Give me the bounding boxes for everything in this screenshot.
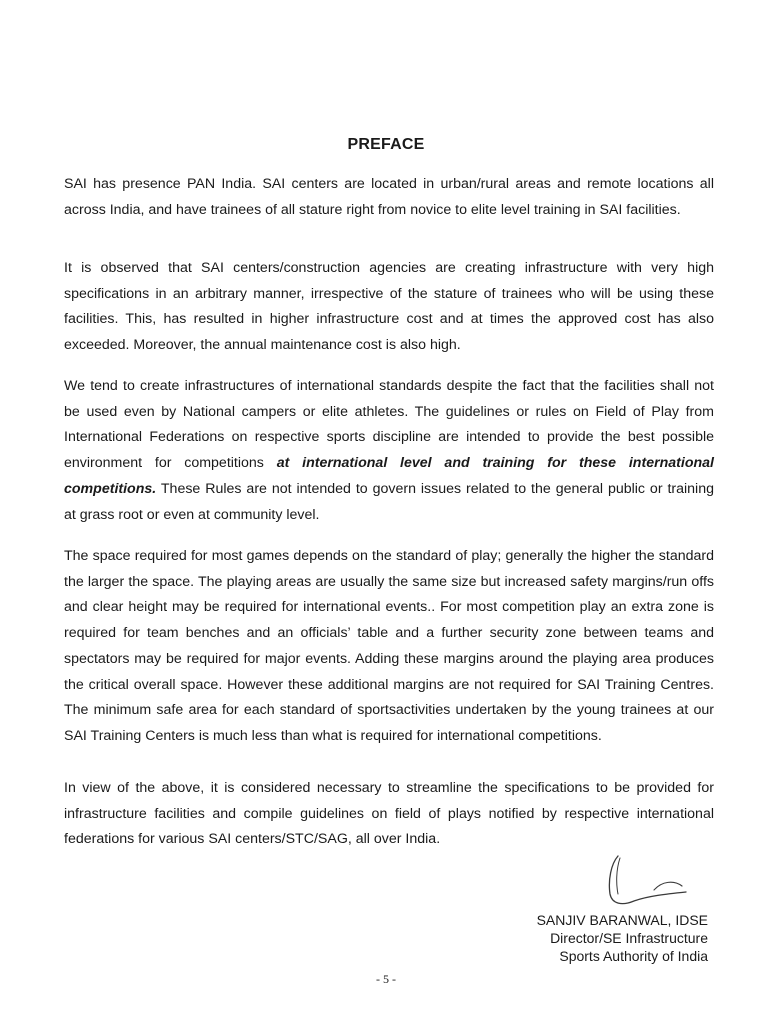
page-number: - 5 - (376, 972, 396, 986)
paragraph-text: SAI has presence PAN India. SAI centers are located in urban/rural areas and remote locations all across India, and have trainees of all stature right from novice to elite level training in SAI facilities. (64, 176, 714, 218)
signature-block (448, 911, 708, 965)
signatory-designation: Director/SE Infrastructure (550, 930, 708, 946)
signatory-name: SANJIV BARANWAL, IDSE (536, 912, 708, 928)
paragraph-space-requirements (64, 544, 714, 750)
emphasized-text: at international level and training for these international competitions. (64, 455, 714, 497)
paragraph-text: The space required for most games depends on the standard of play; generally the higher the standard the larger the space. The playing areas are usually the same size but increased safety margins/run offs and clear height may be required for international events.. For most competition play an extra zone is required for team benches and an officials’ table and a further security zone between teams and spectators may be required for major events. Adding these margins around the playing area produces the critical overall space. However these additional margins are not required for SAI Training Centres. The minimum safe area for each standard of sportsactivities undertaken by the young trainees at our SAI Training Centers is much less than what is required for international competitions. (64, 548, 714, 744)
paragraph-text-part: These Rules are not intended to govern issues related to the general public or training at grass root or even at community level. (64, 480, 714, 523)
signatory-organization: Sports Authority of India (559, 948, 708, 964)
paragraph-text: It is observed that SAI centers/construction agencies are creating infrastructure with very high specifications in an arbitrary manner, irrespective of the stature of trainees who will be using these facilities. This, has resulted in higher infrastructure cost and at times the approved cost has also exceeded. Moreover, the annual maintenance cost is also high. (64, 260, 714, 354)
paragraph-international-standards (64, 374, 714, 528)
paragraph-text: In view of the above, it is considered necessary to streamline the specifications to be provided for infrastructure facilities and compile guidelines on field of plays notified by respective international federations for various SAI centers/STC/SAG, all over India. (64, 780, 714, 848)
paragraph-presence (64, 172, 714, 223)
page-title: PREFACE (347, 136, 425, 153)
paragraph-observation (64, 256, 714, 359)
paragraph-text (64, 374, 714, 528)
paragraph-text-part: We tend to create infrastructures of international standards despite the fact that the facilities shall not be used even by National campers or elite athletes. The guidelines or rules on Field of Play from International Federations on respective sports discipline are intended to provide the best possible environment for competitions (64, 378, 714, 472)
handwritten-signature (596, 850, 696, 910)
paragraph-conclusion (64, 776, 714, 853)
